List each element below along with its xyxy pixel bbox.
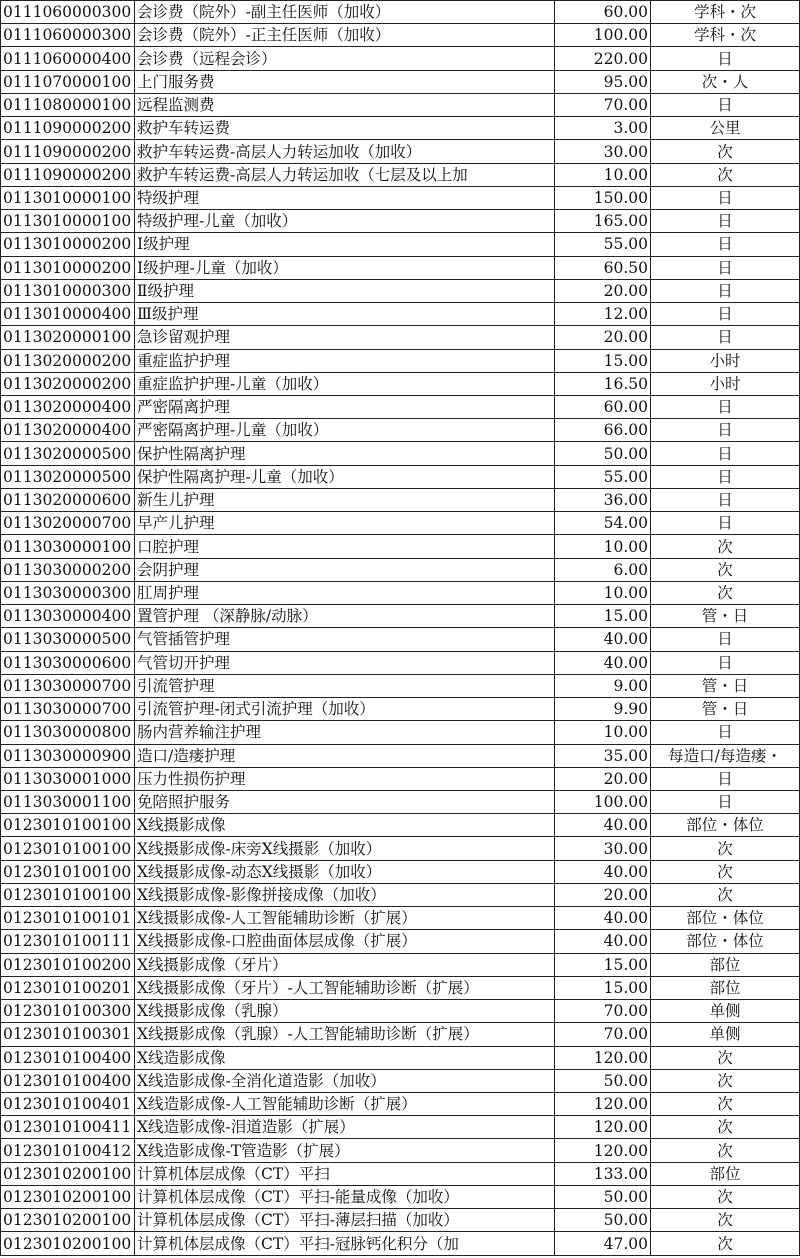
item-unit-cell: 次 <box>651 860 800 883</box>
table-row <box>1 210 800 233</box>
item-price-cell: 12.00 <box>555 303 651 326</box>
item-unit-cell: 日 <box>651 628 800 651</box>
item-unit-cell: 日 <box>651 186 800 209</box>
table-row <box>1 674 800 697</box>
item-name-cell: 特级护理-儿童（加收） <box>135 210 555 233</box>
item-code-cell: 0111070000100 <box>1 70 135 93</box>
item-code-cell: 0123010100200 <box>1 953 135 976</box>
table-row <box>1 1116 800 1139</box>
table-row <box>1 907 800 930</box>
item-unit-cell: 日 <box>651 93 800 116</box>
item-price-cell: 20.00 <box>555 883 651 906</box>
item-price-cell: 20.00 <box>555 326 651 349</box>
item-code-cell: 0123010100100 <box>1 883 135 906</box>
item-unit-cell: 次 <box>651 558 800 581</box>
item-code-cell: 0113020000400 <box>1 395 135 418</box>
table-row <box>1 395 800 418</box>
item-code-cell: 0123010100401 <box>1 1093 135 1116</box>
table-row <box>1 883 800 906</box>
item-name-cell: 会阴护理 <box>135 558 555 581</box>
table-row <box>1 721 800 744</box>
item-code-cell: 0113030000300 <box>1 581 135 604</box>
item-code-cell: 0123010100400 <box>1 1069 135 1092</box>
table-row <box>1 419 800 442</box>
item-name-cell: 造口/造瘘护理 <box>135 744 555 767</box>
table-row <box>1 372 800 395</box>
item-price-cell: 35.00 <box>555 744 651 767</box>
table-row <box>1 837 800 860</box>
item-code-cell: 0111080000100 <box>1 93 135 116</box>
item-price-cell: 100.00 <box>555 24 651 47</box>
item-code-cell: 0123010100100 <box>1 860 135 883</box>
item-unit-cell: 次 <box>651 1185 800 1208</box>
table-row <box>1 698 800 721</box>
item-name-cell: X线摄影成像-人工智能辅助诊断（扩展） <box>135 907 555 930</box>
item-price-cell: 30.00 <box>555 140 651 163</box>
item-code-cell: 0113010000100 <box>1 210 135 233</box>
item-name-cell: 会诊费（远程会诊） <box>135 47 555 70</box>
item-name-cell: 新生儿护理 <box>135 488 555 511</box>
item-name-cell: 保护性隔离护理 <box>135 442 555 465</box>
item-name-cell: 救护车转运费-高层人力转运加收（加收） <box>135 140 555 163</box>
item-code-cell: 0123010100411 <box>1 1116 135 1139</box>
item-name-cell: 计算机体层成像（CT）平扫 <box>135 1162 555 1185</box>
item-price-cell: 50.00 <box>555 1209 651 1232</box>
item-name-cell: X线造影成像-人工智能辅助诊断（扩展） <box>135 1093 555 1116</box>
item-name-cell: Ⅱ级护理 <box>135 279 555 302</box>
item-code-cell: 0123010200100 <box>1 1232 135 1255</box>
item-unit-cell: 日 <box>651 442 800 465</box>
item-name-cell: 重症监护护理 <box>135 349 555 372</box>
item-name-cell: 上门服务费 <box>135 70 555 93</box>
item-name-cell: 压力性损伤护理 <box>135 767 555 790</box>
item-name-cell: 早产儿护理 <box>135 512 555 535</box>
item-code-cell: 0123010100100 <box>1 837 135 860</box>
item-unit-cell: 日 <box>651 465 800 488</box>
item-unit-cell: 次 <box>651 1232 800 1255</box>
item-price-cell: 15.00 <box>555 605 651 628</box>
item-name-cell: 急诊留观护理 <box>135 326 555 349</box>
item-price-cell: 120.00 <box>555 1116 651 1139</box>
item-unit-cell: 日 <box>651 303 800 326</box>
item-price-cell: 50.00 <box>555 442 651 465</box>
item-code-cell: 0123010100111 <box>1 930 135 953</box>
item-code-cell: 0113030001100 <box>1 790 135 813</box>
item-price-cell: 66.00 <box>555 419 651 442</box>
item-price-cell: 95.00 <box>555 70 651 93</box>
item-unit-cell: 学科・次 <box>651 1 800 24</box>
item-name-cell: 救护车转运费-高层人力转运加收（七层及以上加 <box>135 163 555 186</box>
item-price-cell: 165.00 <box>555 210 651 233</box>
item-unit-cell: 部位・体位 <box>651 907 800 930</box>
item-name-cell: X线造影成像 <box>135 1046 555 1069</box>
item-name-cell: X线摄影成像-动态X线摄影（加收） <box>135 860 555 883</box>
item-price-cell: 16.50 <box>555 372 651 395</box>
table-row <box>1 1093 800 1116</box>
item-unit-cell: 学科・次 <box>651 24 800 47</box>
item-unit-cell: 部位・体位 <box>651 814 800 837</box>
table-row <box>1 953 800 976</box>
item-unit-cell: 日 <box>651 233 800 256</box>
item-price-cell: 60.50 <box>555 256 651 279</box>
item-price-cell: 47.00 <box>555 1232 651 1255</box>
item-unit-cell: 次 <box>651 581 800 604</box>
item-unit-cell: 次 <box>651 1046 800 1069</box>
item-unit-cell: 部位・体位 <box>651 930 800 953</box>
table-row <box>1 24 800 47</box>
item-code-cell: 0113030000500 <box>1 628 135 651</box>
item-unit-cell: 次 <box>651 535 800 558</box>
item-name-cell: 气管插管护理 <box>135 628 555 651</box>
item-price-cell: 9.00 <box>555 674 651 697</box>
item-code-cell: 0113020000400 <box>1 419 135 442</box>
item-price-cell: 60.00 <box>555 1 651 24</box>
item-name-cell: 计算机体层成像（CT）平扫-能量成像（加收） <box>135 1185 555 1208</box>
item-code-cell: 0113030000900 <box>1 744 135 767</box>
item-price-cell: 36.00 <box>555 488 651 511</box>
item-price-cell: 6.00 <box>555 558 651 581</box>
table-row <box>1 512 800 535</box>
item-name-cell: 免陪照护服务 <box>135 790 555 813</box>
table-row <box>1 976 800 999</box>
item-price-cell: 15.00 <box>555 976 651 999</box>
item-code-cell: 0123010100412 <box>1 1139 135 1162</box>
item-name-cell: 远程监测费 <box>135 93 555 116</box>
item-price-cell: 15.00 <box>555 953 651 976</box>
item-name-cell: Ⅰ级护理 <box>135 233 555 256</box>
item-name-cell: X线造影成像-全消化道造影（加收） <box>135 1069 555 1092</box>
table-row <box>1 744 800 767</box>
item-unit-cell: 日 <box>651 721 800 744</box>
item-price-cell: 20.00 <box>555 767 651 790</box>
item-code-cell: 0113030001000 <box>1 767 135 790</box>
item-price-cell: 50.00 <box>555 1185 651 1208</box>
table-row <box>1 303 800 326</box>
item-price-cell: 220.00 <box>555 47 651 70</box>
table-row <box>1 279 800 302</box>
item-code-cell: 0123010100300 <box>1 1000 135 1023</box>
item-price-cell: 20.00 <box>555 279 651 302</box>
table-row <box>1 558 800 581</box>
item-unit-cell: 次 <box>651 1093 800 1116</box>
item-name-cell: 引流管护理 <box>135 674 555 697</box>
item-code-cell: 0111060000300 <box>1 24 135 47</box>
item-unit-cell: 日 <box>651 326 800 349</box>
item-name-cell: X线摄影成像-口腔曲面体层成像（扩展） <box>135 930 555 953</box>
item-unit-cell: 日 <box>651 210 800 233</box>
table-row <box>1 930 800 953</box>
table-row <box>1 70 800 93</box>
table-row <box>1 628 800 651</box>
item-price-cell: 70.00 <box>555 1000 651 1023</box>
table-row <box>1 1000 800 1023</box>
item-code-cell: 0123010100101 <box>1 907 135 930</box>
item-unit-cell: 次 <box>651 1139 800 1162</box>
table-row <box>1 860 800 883</box>
item-name-cell: 计算机体层成像（CT）平扫-冠脉钙化积分（加 <box>135 1232 555 1255</box>
table-row <box>1 117 800 140</box>
item-price-cell: 120.00 <box>555 1139 651 1162</box>
item-price-cell: 40.00 <box>555 814 651 837</box>
table-row <box>1 1185 800 1208</box>
item-code-cell: 0113010000200 <box>1 256 135 279</box>
item-unit-cell: 部位 <box>651 1162 800 1185</box>
item-name-cell: 重症监护护理-儿童（加收） <box>135 372 555 395</box>
item-unit-cell: 日 <box>651 651 800 674</box>
item-unit-cell: 次 <box>651 163 800 186</box>
table-row <box>1 1023 800 1046</box>
item-unit-cell: 日 <box>651 279 800 302</box>
item-unit-cell: 次 <box>651 1069 800 1092</box>
item-name-cell: X线摄影成像（牙片） <box>135 953 555 976</box>
item-unit-cell: 每造口/每造瘘・ <box>651 744 800 767</box>
table-row <box>1 581 800 604</box>
item-name-cell: 肠内营养输注护理 <box>135 721 555 744</box>
item-price-cell: 55.00 <box>555 233 651 256</box>
item-unit-cell: 日 <box>651 47 800 70</box>
table-row <box>1 326 800 349</box>
item-unit-cell: 日 <box>651 419 800 442</box>
item-code-cell: 0113030000700 <box>1 698 135 721</box>
item-price-cell: 120.00 <box>555 1046 651 1069</box>
table-row <box>1 256 800 279</box>
item-unit-cell: 次 <box>651 1116 800 1139</box>
item-code-cell: 0113020000200 <box>1 349 135 372</box>
item-price-cell: 50.00 <box>555 1069 651 1092</box>
item-name-cell: 会诊费（院外）-正主任医师（加收） <box>135 24 555 47</box>
item-unit-cell: 管・日 <box>651 605 800 628</box>
item-code-cell: 0111090000200 <box>1 117 135 140</box>
table-row <box>1 651 800 674</box>
table-row <box>1 814 800 837</box>
item-code-cell: 0113030000200 <box>1 558 135 581</box>
fee-table-body <box>1 1 800 1256</box>
item-name-cell: 引流管护理-闭式引流护理（加收） <box>135 698 555 721</box>
item-name-cell: Ⅲ级护理 <box>135 303 555 326</box>
item-name-cell: X线摄影成像 <box>135 814 555 837</box>
item-code-cell: 0113020000500 <box>1 442 135 465</box>
item-code-cell: 0113020000200 <box>1 372 135 395</box>
item-name-cell: 严密隔离护理-儿童（加收） <box>135 419 555 442</box>
item-price-cell: 10.00 <box>555 721 651 744</box>
item-name-cell: 气管切开护理 <box>135 651 555 674</box>
item-name-cell: 特级护理 <box>135 186 555 209</box>
item-name-cell: Ⅰ级护理-儿童（加收） <box>135 256 555 279</box>
item-code-cell: 0113030000800 <box>1 721 135 744</box>
item-code-cell: 0123010200100 <box>1 1162 135 1185</box>
item-unit-cell: 次 <box>651 140 800 163</box>
item-price-cell: 100.00 <box>555 790 651 813</box>
item-name-cell: X线造影成像-泪道造影（扩展） <box>135 1116 555 1139</box>
item-price-cell: 70.00 <box>555 93 651 116</box>
item-name-cell: 计算机体层成像（CT）平扫-薄层扫描（加收） <box>135 1209 555 1232</box>
item-unit-cell: 部位 <box>651 953 800 976</box>
item-price-cell: 30.00 <box>555 837 651 860</box>
item-price-cell: 40.00 <box>555 628 651 651</box>
item-name-cell: 肛周护理 <box>135 581 555 604</box>
item-unit-cell: 管・日 <box>651 698 800 721</box>
item-price-cell: 10.00 <box>555 535 651 558</box>
item-name-cell: X线摄影成像（乳腺）-人工智能辅助诊断（扩展） <box>135 1023 555 1046</box>
item-unit-cell: 管・日 <box>651 674 800 697</box>
item-name-cell: 保护性隔离护理-儿童（加收） <box>135 465 555 488</box>
item-name-cell: 会诊费（院外）-副主任医师（加收） <box>135 1 555 24</box>
table-row <box>1 1046 800 1069</box>
item-code-cell: 0111090000200 <box>1 140 135 163</box>
item-unit-cell: 小时 <box>651 349 800 372</box>
item-price-cell: 70.00 <box>555 1023 651 1046</box>
table-row <box>1 488 800 511</box>
item-price-cell: 10.00 <box>555 581 651 604</box>
item-code-cell: 0113010000100 <box>1 186 135 209</box>
table-row <box>1 186 800 209</box>
item-unit-cell: 日 <box>651 488 800 511</box>
item-price-cell: 3.00 <box>555 117 651 140</box>
item-price-cell: 40.00 <box>555 860 651 883</box>
item-unit-cell: 次 <box>651 1209 800 1232</box>
item-unit-cell: 小时 <box>651 372 800 395</box>
table-row <box>1 790 800 813</box>
item-code-cell: 0111060000300 <box>1 1 135 24</box>
table-row <box>1 1069 800 1092</box>
table-row <box>1 605 800 628</box>
table-row <box>1 140 800 163</box>
table-row <box>1 1209 800 1232</box>
item-price-cell: 60.00 <box>555 395 651 418</box>
table-row <box>1 767 800 790</box>
item-unit-cell: 日 <box>651 395 800 418</box>
item-price-cell: 133.00 <box>555 1162 651 1185</box>
item-name-cell: 置管护理 （深静脉/动脉） <box>135 605 555 628</box>
item-code-cell: 0113020000700 <box>1 512 135 535</box>
item-code-cell: 0123010200100 <box>1 1209 135 1232</box>
table-row <box>1 1139 800 1162</box>
item-code-cell: 0123010200100 <box>1 1185 135 1208</box>
item-name-cell: X线摄影成像-影像拼接成像（加收） <box>135 883 555 906</box>
item-name-cell: 口腔护理 <box>135 535 555 558</box>
item-price-cell: 15.00 <box>555 349 651 372</box>
item-price-cell: 120.00 <box>555 1093 651 1116</box>
item-price-cell: 150.00 <box>555 186 651 209</box>
item-unit-cell: 日 <box>651 512 800 535</box>
table-row <box>1 1232 800 1255</box>
item-unit-cell: 日 <box>651 767 800 790</box>
item-code-cell: 0111060000400 <box>1 47 135 70</box>
item-code-cell: 0113030000400 <box>1 605 135 628</box>
item-price-cell: 10.00 <box>555 163 651 186</box>
item-price-cell: 55.00 <box>555 465 651 488</box>
item-price-cell: 40.00 <box>555 907 651 930</box>
item-code-cell: 0113020000100 <box>1 326 135 349</box>
item-name-cell: X线摄影成像（牙片）-人工智能辅助诊断（扩展） <box>135 976 555 999</box>
item-code-cell: 0113030000600 <box>1 651 135 674</box>
item-code-cell: 0113030000100 <box>1 535 135 558</box>
item-price-cell: 54.00 <box>555 512 651 535</box>
table-row <box>1 1 800 24</box>
item-name-cell: 严密隔离护理 <box>135 395 555 418</box>
item-code-cell: 0113010000300 <box>1 279 135 302</box>
item-unit-cell: 次・人 <box>651 70 800 93</box>
table-row <box>1 442 800 465</box>
item-code-cell: 0113030000700 <box>1 674 135 697</box>
table-row <box>1 233 800 256</box>
item-unit-cell: 次 <box>651 837 800 860</box>
item-unit-cell: 单侧 <box>651 1023 800 1046</box>
table-row <box>1 47 800 70</box>
item-unit-cell: 次 <box>651 883 800 906</box>
table-row <box>1 465 800 488</box>
table-row <box>1 1162 800 1185</box>
item-name-cell: 救护车转运费 <box>135 117 555 140</box>
item-code-cell: 0113010000200 <box>1 233 135 256</box>
item-price-cell: 40.00 <box>555 930 651 953</box>
item-code-cell: 0123010100201 <box>1 976 135 999</box>
item-code-cell: 0113010000400 <box>1 303 135 326</box>
item-code-cell: 0123010100301 <box>1 1023 135 1046</box>
item-code-cell: 0113020000500 <box>1 465 135 488</box>
item-code-cell: 0113020000600 <box>1 488 135 511</box>
table-row <box>1 93 800 116</box>
item-code-cell: 0111090000200 <box>1 163 135 186</box>
item-unit-cell: 单侧 <box>651 1000 800 1023</box>
item-unit-cell: 日 <box>651 790 800 813</box>
item-code-cell: 0123010100100 <box>1 814 135 837</box>
table-row <box>1 163 800 186</box>
item-unit-cell: 公里 <box>651 117 800 140</box>
item-price-cell: 40.00 <box>555 651 651 674</box>
item-unit-cell: 日 <box>651 256 800 279</box>
item-name-cell: X线摄影成像-床旁X线摄影（加收） <box>135 837 555 860</box>
table-row <box>1 349 800 372</box>
table-row <box>1 535 800 558</box>
item-price-cell: 9.90 <box>555 698 651 721</box>
item-name-cell: X线造影成像-T管造影（扩展） <box>135 1139 555 1162</box>
item-name-cell: X线摄影成像（乳腺） <box>135 1000 555 1023</box>
item-code-cell: 0123010100400 <box>1 1046 135 1069</box>
item-unit-cell: 部位 <box>651 976 800 999</box>
